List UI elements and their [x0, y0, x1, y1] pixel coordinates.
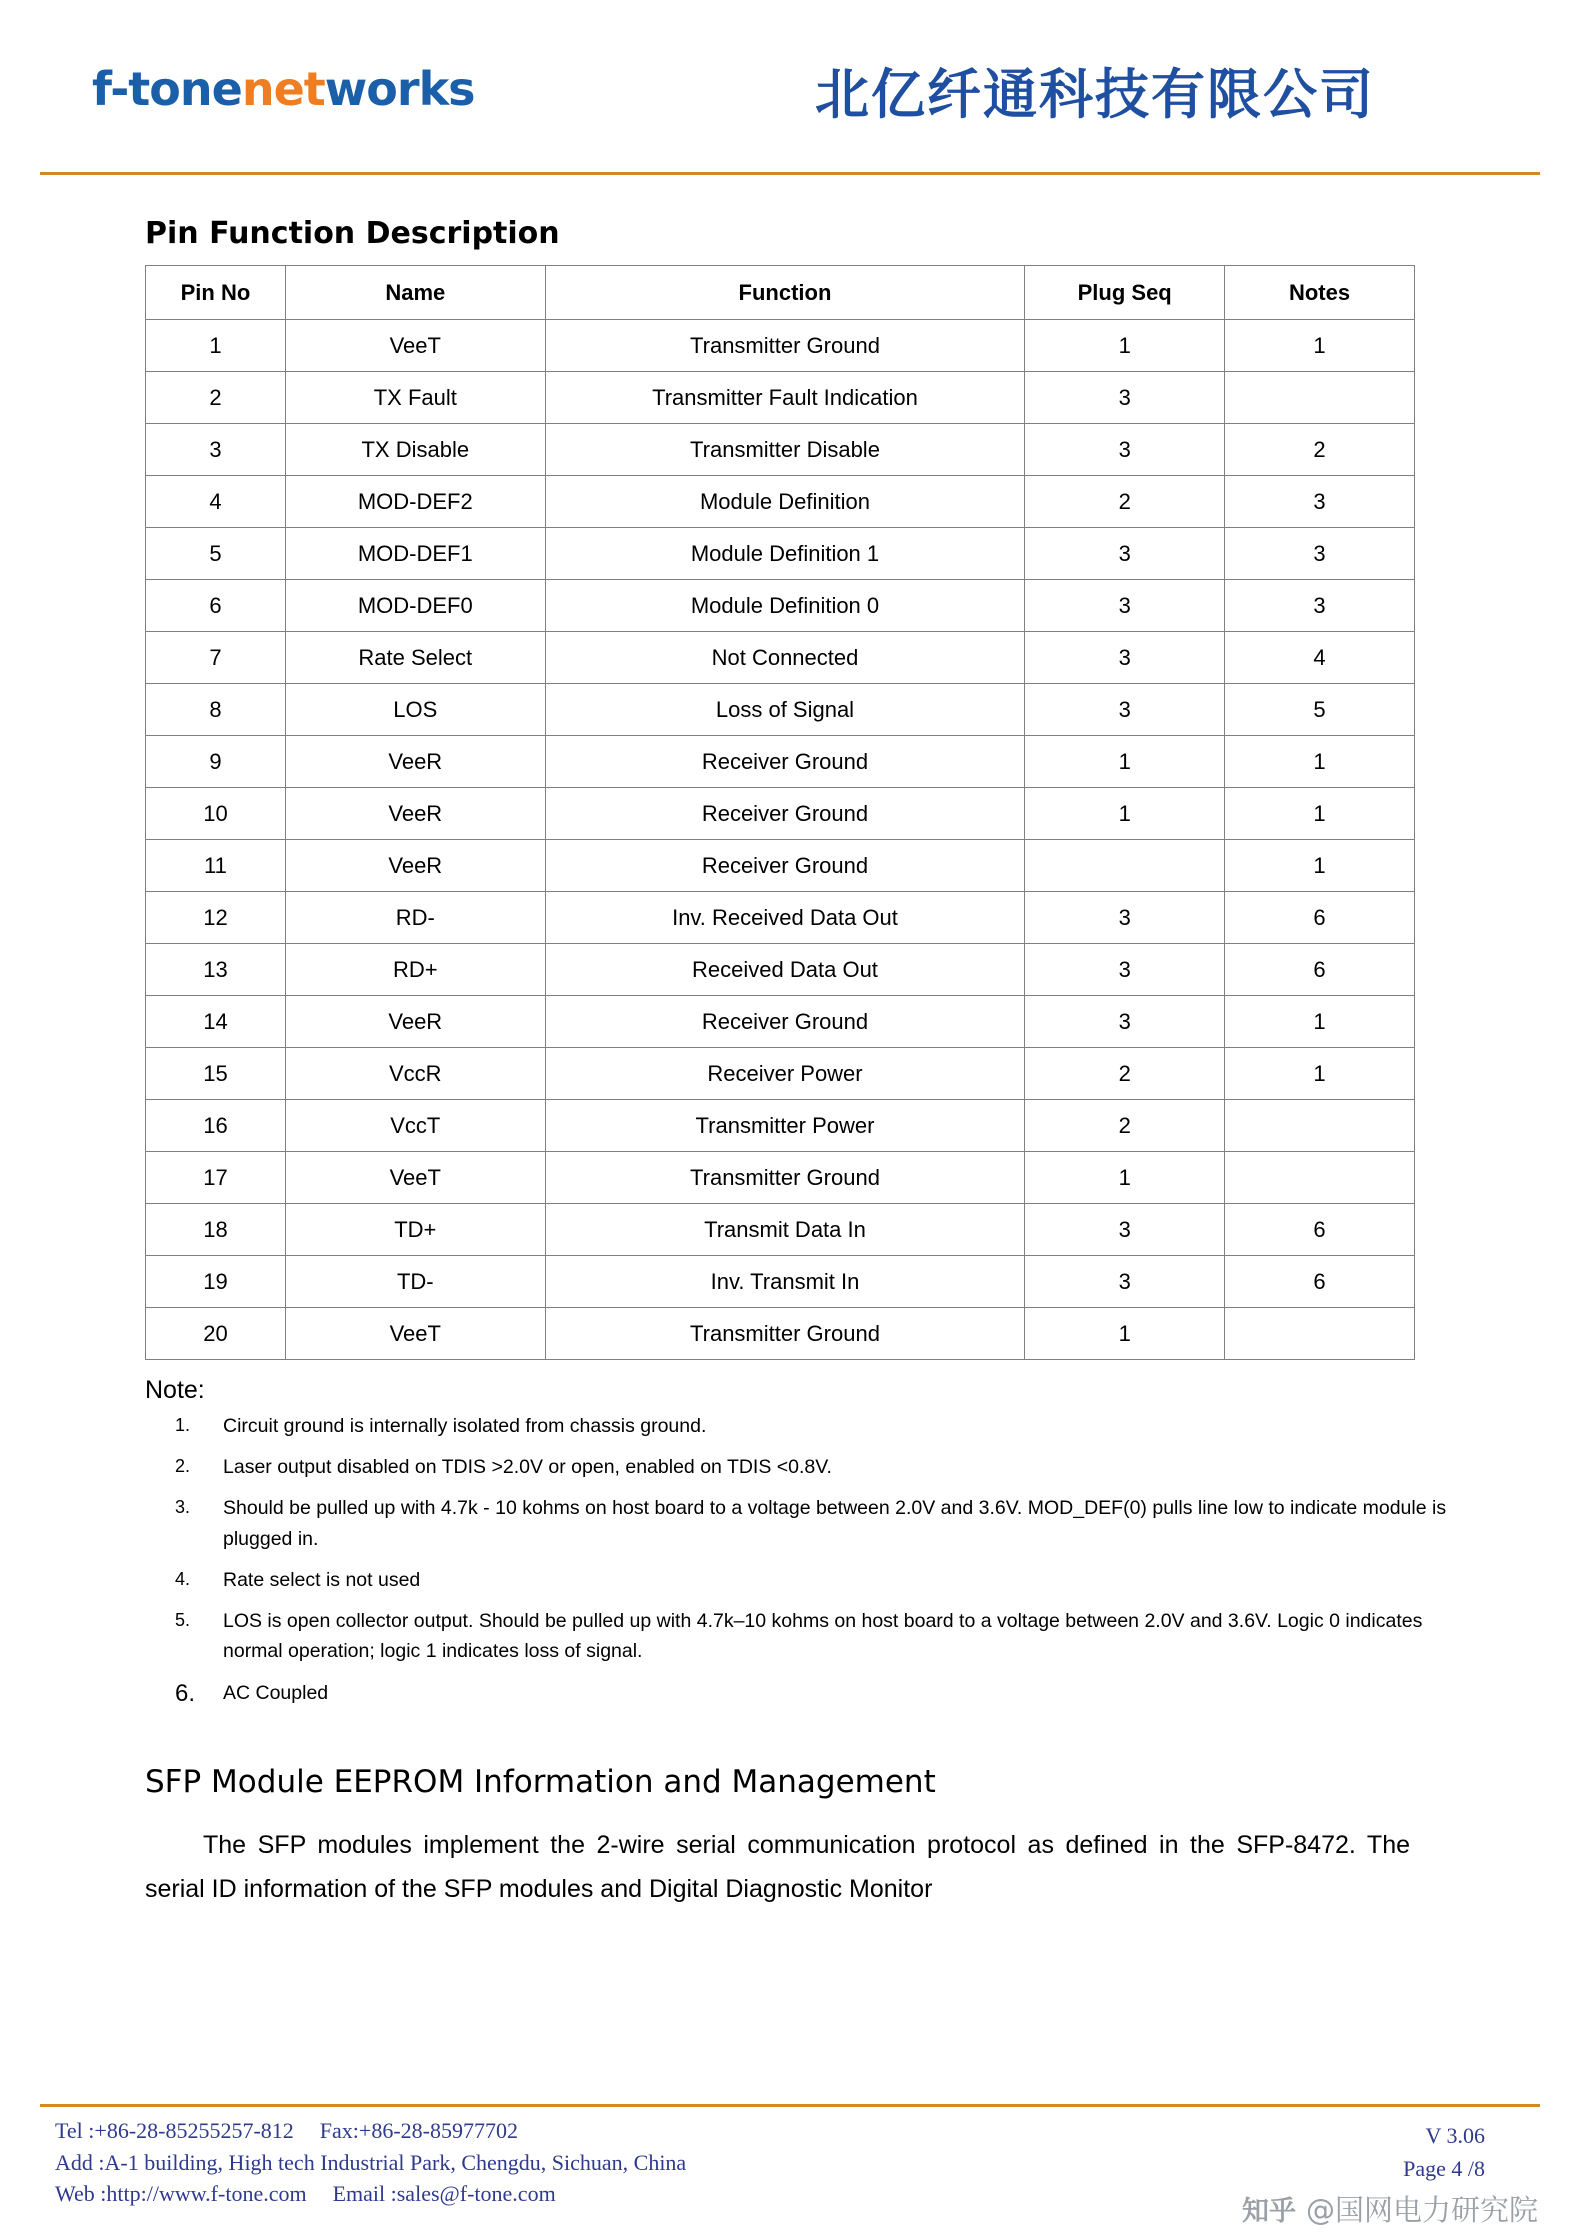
cell-notes: 3: [1225, 528, 1415, 580]
cell-pin-no: 16: [146, 1100, 286, 1152]
cell-function: Receiver Ground: [545, 736, 1025, 788]
cell-name: VeeR: [285, 788, 545, 840]
cell-notes: 6: [1225, 892, 1415, 944]
table-row: [146, 580, 1415, 632]
cell-function: Inv. Transmit In: [545, 1256, 1025, 1308]
cell-name: VeeT: [285, 1152, 545, 1204]
note-text: AC Coupled: [223, 1681, 329, 1704]
cell-notes: 3: [1225, 580, 1415, 632]
cell-plug-seq: 2: [1025, 476, 1225, 528]
cell-function: Transmitter Fault Indication: [545, 372, 1025, 424]
column-header-name: Name: [285, 266, 545, 320]
table-row: [146, 1152, 1415, 1204]
footer-address-label: Add :: [55, 2149, 105, 2175]
list-item: [145, 1452, 1460, 1482]
cell-pin-no: 13: [146, 944, 286, 996]
column-header-function: Function: [545, 266, 1025, 320]
footer-divider: [40, 2104, 1540, 2107]
cell-function: Received Data Out: [545, 944, 1025, 996]
cell-plug-seq: 3: [1025, 892, 1225, 944]
cell-pin-no: 14: [146, 996, 286, 1048]
cell-notes: 5: [1225, 684, 1415, 736]
cell-notes: 1: [1225, 1048, 1415, 1100]
table-row: [146, 996, 1415, 1048]
cell-function: Transmitter Power: [545, 1100, 1025, 1152]
note-text: Circuit ground is internally isolated from chassis ground.: [223, 1415, 707, 1437]
cell-pin-no: 18: [146, 1204, 286, 1256]
list-item: [145, 1565, 1460, 1595]
cell-notes: [1225, 372, 1415, 424]
logo-text-secondary: works: [324, 62, 475, 116]
cell-function: Module Definition: [545, 476, 1025, 528]
cell-name: VeeR: [285, 996, 545, 1048]
list-item: [145, 1678, 1460, 1708]
cell-function: Transmitter Ground: [545, 320, 1025, 372]
cell-pin-no: 17: [146, 1152, 286, 1204]
watermark-site-label: 知乎: [1241, 2196, 1296, 2227]
cell-plug-seq: 1: [1025, 1308, 1225, 1360]
cell-notes: 1: [1225, 320, 1415, 372]
cell-pin-no: 7: [146, 632, 286, 684]
watermark-user-label: @国网电力研究院: [1305, 2193, 1538, 2227]
cell-name: TD+: [285, 1204, 545, 1256]
paragraph-eeprom-intro: The SFP modules implement the 2-wire serial communication protocol as defined in the SFP-8472. The serial ID information of the SFP modules and Digital Diagnostic Monitor: [145, 1830, 1410, 1903]
table-row: [146, 944, 1415, 996]
cell-plug-seq: 3: [1025, 580, 1225, 632]
footer-line-web: [55, 2178, 686, 2209]
cell-notes: 1: [1225, 996, 1415, 1048]
cell-plug-seq: 3: [1025, 1256, 1225, 1308]
table-row: [146, 840, 1415, 892]
cell-plug-seq: 3: [1025, 372, 1225, 424]
cell-pin-no: 9: [146, 736, 286, 788]
cell-notes: 1: [1225, 736, 1415, 788]
company-name-chinese: 北亿纤通科技有限公司: [815, 63, 1375, 126]
cell-notes: 1: [1225, 788, 1415, 840]
page-title: Pin Function Description: [145, 216, 560, 251]
list-item: [145, 1411, 1460, 1441]
pin-function-table: [145, 265, 1415, 1360]
note-text: Laser output disabled on TDIS >2.0V or open, enabled on TDIS <0.8V.: [223, 1456, 832, 1479]
table-row: [146, 1256, 1415, 1308]
cell-pin-no: 20: [146, 1308, 286, 1360]
cell-plug-seq: 3: [1025, 996, 1225, 1048]
brand-logo: [92, 62, 475, 116]
page-header: [0, 0, 1580, 168]
footer-email-value[interactable]: sales@f-tone.com: [396, 2180, 556, 2206]
footer-web-value[interactable]: http://www.f-tone.com: [106, 2180, 307, 2206]
cell-notes: [1225, 1100, 1415, 1152]
cell-notes: 6: [1225, 1204, 1415, 1256]
cell-function: Module Definition 0: [545, 580, 1025, 632]
note-text: Rate select is not used: [223, 1568, 421, 1591]
cell-name: MOD-DEF1: [285, 528, 545, 580]
list-item: [145, 1493, 1460, 1553]
cell-notes: 3: [1225, 476, 1415, 528]
cell-function: Inv. Received Data Out: [545, 892, 1025, 944]
note-number: 1.: [175, 1415, 191, 1435]
table-row: [146, 1204, 1415, 1256]
page-content: [0, 168, 1580, 1911]
cell-plug-seq: 1: [1025, 320, 1225, 372]
table-row: [146, 320, 1415, 372]
table-row: [146, 892, 1415, 944]
cell-function: Transmitter Disable: [545, 424, 1025, 476]
cell-pin-no: 15: [146, 1048, 286, 1100]
logo-text-accent: net: [241, 62, 325, 116]
footer-tel-label: Tel :: [55, 2118, 95, 2144]
note-text: LOS is open collector output. Should be pulled up with 4.7k–10 kohms on host board to a voltage between 2.0V and 3.6V. Logic 0 indicates normal operation; logic 1 indicates loss of signal.: [223, 1610, 1423, 1663]
cell-pin-no: 4: [146, 476, 286, 528]
cell-notes: 6: [1225, 1256, 1415, 1308]
cell-name: RD-: [285, 892, 545, 944]
cell-plug-seq: 3: [1025, 424, 1225, 476]
column-header-notes: Notes: [1225, 266, 1415, 320]
cell-plug-seq: 2: [1025, 1048, 1225, 1100]
cell-pin-no: 19: [146, 1256, 286, 1308]
note-number: 2.: [175, 1456, 191, 1477]
cell-function: Receiver Ground: [545, 996, 1025, 1048]
cell-plug-seq: [1025, 840, 1225, 892]
cell-notes: 1: [1225, 840, 1415, 892]
column-header-pin-no: Pin No: [146, 266, 286, 320]
cell-plug-seq: 3: [1025, 1204, 1225, 1256]
cell-plug-seq: 3: [1025, 684, 1225, 736]
cell-pin-no: 5: [146, 528, 286, 580]
cell-function: Transmitter Ground: [545, 1152, 1025, 1204]
note-number: 3.: [175, 1497, 191, 1518]
cell-name: VeeT: [285, 1308, 545, 1360]
cell-pin-no: 8: [146, 684, 286, 736]
table-row: [146, 1100, 1415, 1152]
cell-plug-seq: 3: [1025, 944, 1225, 996]
cell-function: Receiver Ground: [545, 840, 1025, 892]
table-row: [146, 1048, 1415, 1100]
table-row: [146, 632, 1415, 684]
cell-function: Receiver Power: [545, 1048, 1025, 1100]
footer-web-label: Web :: [55, 2180, 107, 2206]
cell-plug-seq: 1: [1025, 736, 1225, 788]
cell-pin-no: 11: [146, 840, 286, 892]
cell-pin-no: 3: [146, 424, 286, 476]
cell-name: TX Disable: [285, 424, 545, 476]
cell-name: TX Fault: [285, 372, 545, 424]
column-header-plug-seq: Plug Seq: [1025, 266, 1225, 320]
note-number: 5.: [175, 1610, 191, 1631]
footer-fax-value: +86-28-85977702: [358, 2118, 518, 2144]
cell-function: Not Connected: [545, 632, 1025, 684]
cell-name: VeeR: [285, 840, 545, 892]
table-row: [146, 788, 1415, 840]
cell-function: Loss of Signal: [545, 684, 1025, 736]
cell-function: Receiver Ground: [545, 788, 1025, 840]
footer-contact: [55, 2115, 686, 2209]
cell-notes: 2: [1225, 424, 1415, 476]
cell-plug-seq: 3: [1025, 528, 1225, 580]
cell-plug-seq: 1: [1025, 1152, 1225, 1204]
logo-text-primary: f-tone: [92, 62, 242, 116]
cell-name: MOD-DEF0: [285, 580, 545, 632]
cell-function: Transmitter Ground: [545, 1308, 1025, 1360]
cell-name: VeeR: [285, 736, 545, 788]
cell-name: TD-: [285, 1256, 545, 1308]
header-divider: [40, 172, 1540, 175]
table-row: [146, 372, 1415, 424]
cell-plug-seq: 3: [1025, 632, 1225, 684]
footer-meta: [1403, 2119, 1485, 2185]
cell-plug-seq: 2: [1025, 1100, 1225, 1152]
list-item: [145, 1606, 1460, 1666]
footer-email-label: Email :: [332, 2180, 397, 2206]
footer-line-address: [55, 2147, 686, 2178]
cell-pin-no: 10: [146, 788, 286, 840]
section-heading-eeprom: SFP Module EEPROM Information and Management: [145, 1763, 936, 1800]
table-row: [146, 424, 1415, 476]
cell-name: LOS: [285, 684, 545, 736]
notes-list: [145, 1411, 1460, 1708]
footer-line-tel: [55, 2115, 686, 2146]
cell-name: VeeT: [285, 320, 545, 372]
cell-pin-no: 1: [146, 320, 286, 372]
footer-address-value: A-1 building, High tech Industrial Park, Chengdu, Sichuan, China: [104, 2149, 687, 2175]
cell-name: MOD-DEF2: [285, 476, 545, 528]
cell-pin-no: 2: [146, 372, 286, 424]
table-row: [146, 528, 1415, 580]
notes-label: Note:: [145, 1376, 205, 1404]
cell-pin-no: 12: [146, 892, 286, 944]
footer-fax-label: Fax:: [319, 2118, 359, 2144]
cell-name: VccT: [285, 1100, 545, 1152]
cell-notes: [1225, 1152, 1415, 1204]
cell-plug-seq: 1: [1025, 788, 1225, 840]
table-row: [146, 1308, 1415, 1360]
cell-pin-no: 6: [146, 580, 286, 632]
cell-function: Transmit Data In: [545, 1204, 1025, 1256]
note-number: 6.: [175, 1679, 196, 1707]
table-row: [146, 684, 1415, 736]
cell-notes: [1225, 1308, 1415, 1360]
note-text: Should be pulled up with 4.7k - 10 kohms on host board to a voltage between 2.0V and 3.6V. MOD_DEF(0) pulls line low to indicate module is plugged in.: [223, 1497, 1447, 1550]
document-version: V 3.06: [1425, 2123, 1485, 2148]
cell-name: VccR: [285, 1048, 545, 1100]
watermark: [1242, 2188, 1538, 2229]
table-header-row: [146, 266, 1415, 320]
cell-name: Rate Select: [285, 632, 545, 684]
footer-tel-value: +86-28-85255257-812: [94, 2118, 294, 2144]
page-number: Page 4 /8: [1403, 2156, 1485, 2181]
cell-name: RD+: [285, 944, 545, 996]
cell-notes: 4: [1225, 632, 1415, 684]
cell-function: Module Definition 1: [545, 528, 1025, 580]
note-number: 4.: [175, 1568, 191, 1589]
cell-notes: 6: [1225, 944, 1415, 996]
table-row: [146, 476, 1415, 528]
table-row: [146, 736, 1415, 788]
